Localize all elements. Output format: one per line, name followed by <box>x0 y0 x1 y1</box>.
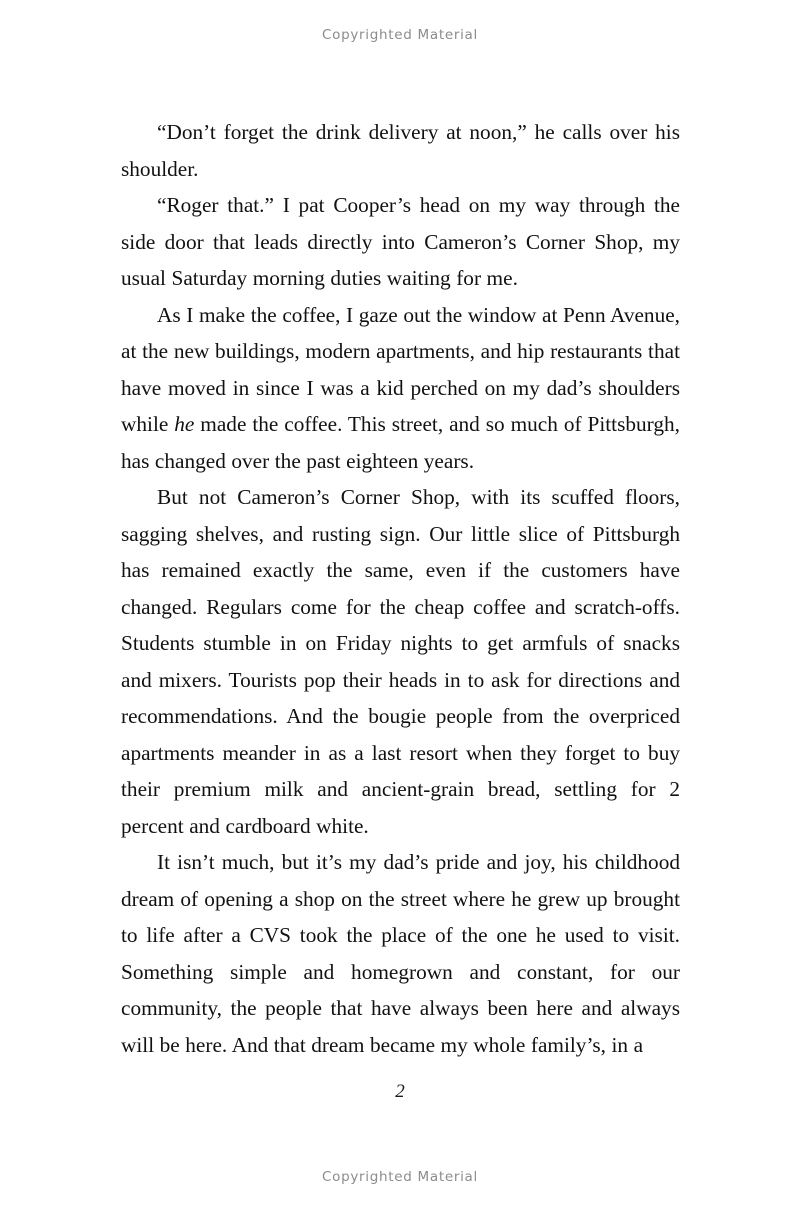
paragraph-3-italic-emphasis: he <box>174 412 195 436</box>
paragraph-5: It isn’t much, but it’s my dad’s pride and joy, his childhood dream of opening a shop on the street where he grew up brought to life after a CVS took the place of the one he used to visit. Something simple and homegrown and constant, for our community, the people that have always been here and always will be here. And that dream became my whole family’s, in a <box>121 850 680 1057</box>
paragraph-3-text-before-italic: As I make the coffee, I gaze out the window at Penn Avenue, at the new buildings, modern apartments, and hip restaurants that have moved in since I was a kid perched on my dad’s shoulders while <box>121 302 680 436</box>
paragraph-4: But not Cameron’s Corner Shop, with its scuffed floors, sagging shelves, and rusting sign. Our little slice of Pittsburgh has remained exactly the same, even if the customers have changed. Regulars come for the cheap coffee and scratch-offs. Students stumble in on Friday nights to get armfuls of snacks and mixers. Tourists pop their heads in to ask for directions and recommendations. And the bougie people from the overpriced apartments meander in as a last resort when they forget to buy their premium milk and ancient-grain bread, settling for 2 percent and cardboard white. <box>121 485 680 838</box>
paragraph-3 <box>121 297 680 480</box>
page-number: 2 <box>395 1081 405 1102</box>
copyright-watermark-bottom: Copyrighted Material <box>322 1169 478 1185</box>
paragraph-1: “Don’t forget the drink delivery at noon,” he calls over his shoulder. <box>121 120 680 181</box>
copyright-watermark-top: Copyrighted Material <box>322 27 478 43</box>
paragraph-2: “Roger that.” I pat Cooper’s head on my way through the side door that leads directly into Cameron’s Corner Shop, my usual Saturday morning duties waiting for me. <box>121 193 680 290</box>
body-text-block <box>121 114 680 1063</box>
paragraph-3-text-after-italic: made the coffee. This street, and so much of Pittsburgh, has changed over the past eighteen years. <box>121 412 681 473</box>
